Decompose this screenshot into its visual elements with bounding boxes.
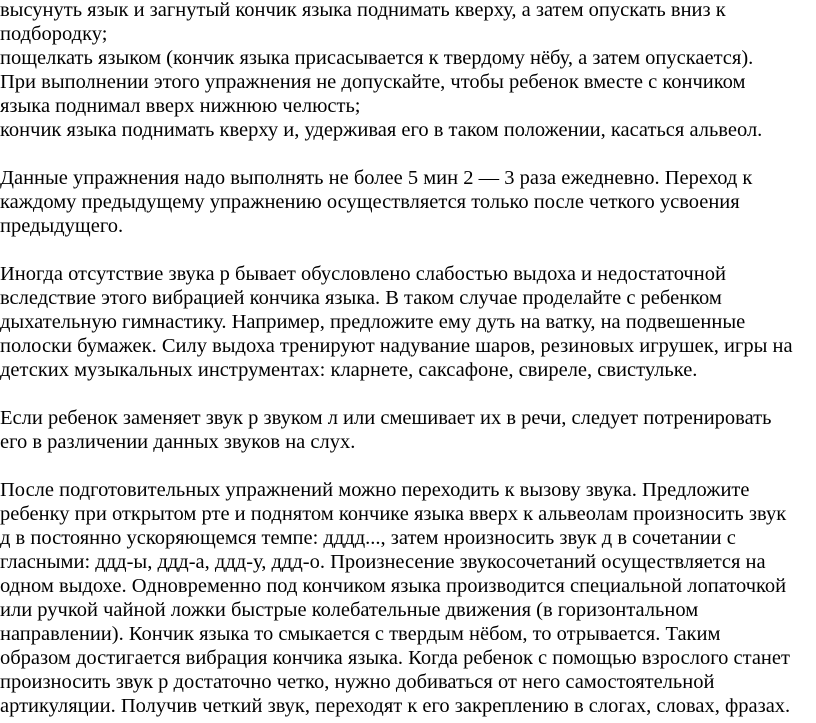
text-line: кончик языка поднимать кверху и, удерживая его в таком положении, касаться альвеол. (0, 119, 763, 141)
text-line: Данные упражнения надо выполнять не более 5 мин 2 — 3 раза ежедневно. Переход к (0, 167, 753, 189)
paragraph-breathing (0, 262, 816, 382)
text-line: или ручкой чайной ложки быстрые колебательные движения (в горизонтальном (0, 599, 699, 621)
text-line: одном выдохе. Одновременно под кончиком языка производится специальной лопаточкой (0, 575, 787, 597)
text-line: высунуть язык и загнутый кончик языка поднимать кверху, а затем опускать вниз к (0, 0, 726, 21)
text-line: направлении). Кончик языка то смыкается с твердым нёбом, то отрывается. Таким (0, 623, 721, 645)
text-line: После подготовительных упражнений можно переходить к вызову звука. Предложите (0, 479, 750, 501)
text-line: вследствие этого вибрацией кончика языка. В таком случае проделайте с ребенком (0, 287, 722, 309)
paragraph-exercises (0, 0, 816, 142)
paragraph-gap (0, 142, 816, 166)
paragraph-schedule (0, 166, 816, 238)
paragraph-gap (0, 382, 816, 406)
text-line: каждому предыдущему упражнению осуществляется только после четкого усвоения (0, 191, 740, 213)
paragraph-sound-evocation (0, 478, 816, 718)
paragraph-discrimination (0, 406, 816, 454)
text-line: При выполнении этого упражнения не допускайте, чтобы ребенок вместе с кончиком (0, 71, 746, 93)
text-line: подбородку; (0, 23, 108, 45)
text-line: гласными: ддд-ы, ддд-а, ддд-у, ддд-о. Произнесение звукосочетаний осуществляется на (0, 551, 766, 573)
text-line: языка поднимал вверх нижнюю челюсть; (0, 95, 361, 117)
text-line: Если ребенок заменяет звук р звуком л или смешивает их в речи, следует потренировать (0, 407, 772, 429)
paragraph-gap (0, 454, 816, 478)
text-line: пощелкать языком (кончик языка присасывается к твердому нёбу, а затем опускается). (0, 47, 754, 69)
text-line: произносить звук р достаточно четко, нужно добиваться от него самостоятельной (0, 671, 715, 693)
text-line: предыдущего. (0, 215, 124, 237)
text-line: Иногда отсутствие звука р бывает обусловлено слабостью выдоха и недостаточной (0, 263, 726, 285)
text-line: ребенку при открытом рте и поднятом кончике языка вверх к альвеолам произносить звук (0, 503, 787, 525)
text-line: полоски бумажек. Силу выдоха тренируют надувание шаров, резиновых игрушек, игры на (0, 335, 793, 357)
paragraph-gap (0, 238, 816, 262)
text-line: дыхательную гимнастику. Например, предложите ему дуть на ватку, на подвешенные (0, 311, 746, 333)
text-line: его в различении данных звуков на слух. (0, 431, 356, 453)
text-line: образом достигается вибрация кончика языка. Когда ребенок с помощью взрослого станет (0, 647, 790, 669)
text-line: д в постоянно ускоряющемся темпе: дддд..., затем нроизносить звук д в сочетании с (0, 527, 736, 549)
text-line: артикуляции. Получив четкий звук, переходят к его закреплению в слогах, словах, фразах. (0, 695, 791, 717)
text-line: детских музыкальных инструментах: кларнете, саксафоне, свиреле, свистульке. (0, 359, 698, 381)
